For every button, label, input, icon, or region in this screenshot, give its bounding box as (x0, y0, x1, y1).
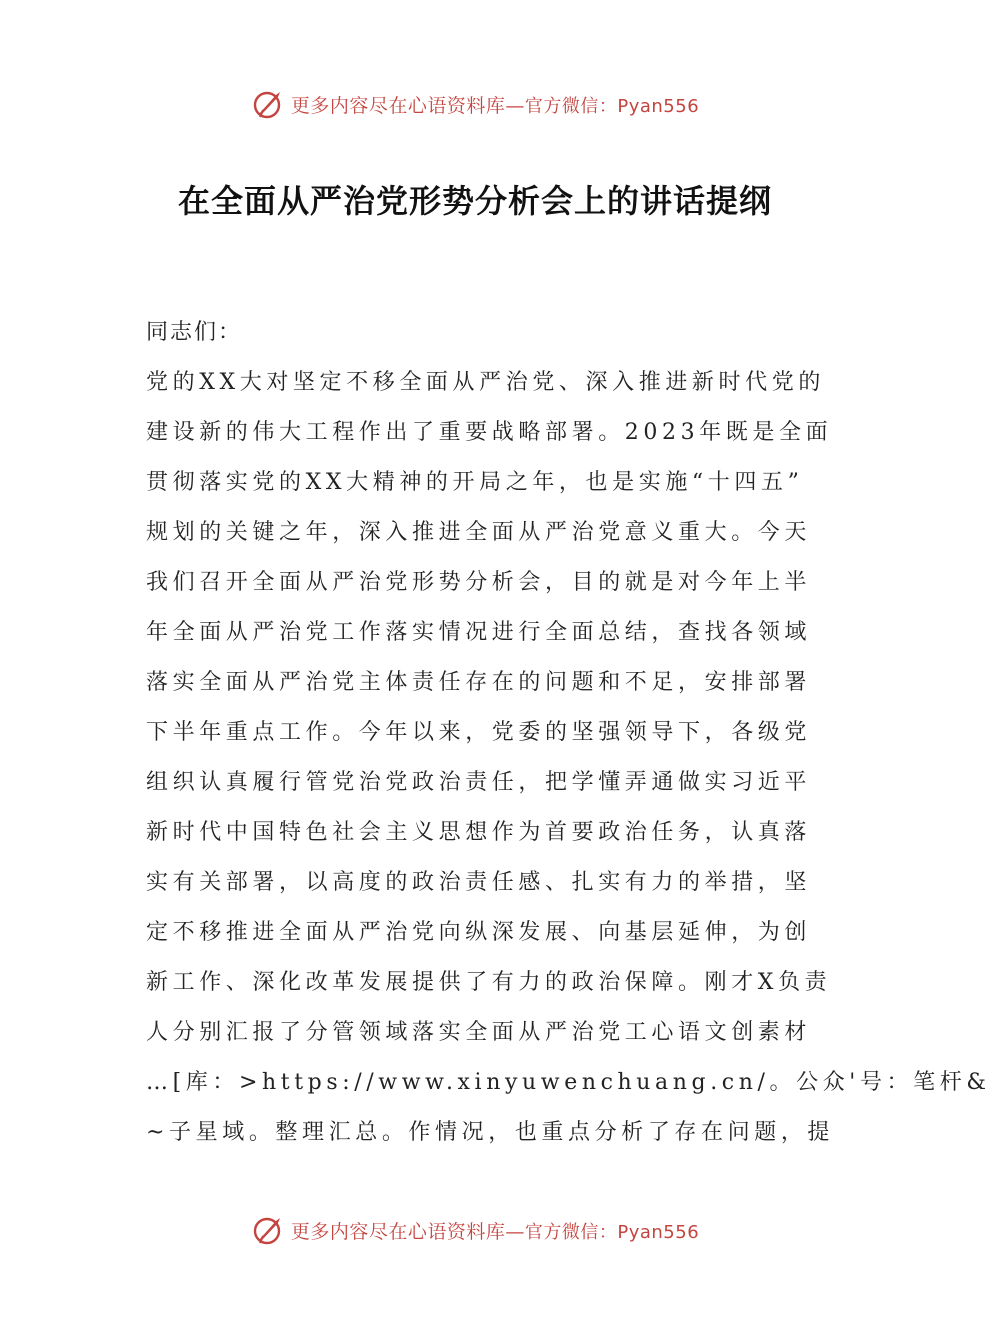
document-body (146, 308, 991, 1158)
banner-separator: — (505, 94, 525, 117)
banner-wechat: 官方微信：Pyan556 (524, 1221, 700, 1243)
body-line: …[库：>https://www.xinyuwenchuang.cn/。公众'号：笔杆& (146, 1070, 991, 1095)
body-line: 落实全面从严治党主体责任存在的问题和不足，安排部署 (146, 670, 812, 695)
header-banner (0, 84, 950, 124)
greeting-line: 同志们： (146, 320, 243, 345)
body-line: 规划的关键之年，深入推进全面从严治党意义重大。今天 (146, 520, 812, 545)
body-line: 下半年重点工作。今年以来，党委的坚强领导下，各级党 (146, 720, 812, 745)
body-line: 党的XX大对坚定不移全面从严治党、深入推进新时代党的 (146, 370, 825, 395)
body-line: 新工作、深化改革发展提供了有力的政治保障。刚才X负责 (146, 970, 832, 995)
banner-wechat: 官方微信：Pyan556 (524, 95, 700, 117)
footer-banner (0, 1210, 950, 1250)
body-line: 我们召开全面从严治党形势分析会，目的就是对今年上半 (146, 570, 812, 595)
document-title: 在全面从严治党形势分析会上的讲话提纲 (177, 182, 772, 220)
banner-text (291, 91, 699, 118)
quill-logo-icon (251, 87, 285, 121)
body-line: 贯彻落实党的XX大精神的开局之年，也是实施“十四五” (146, 470, 804, 495)
banner-text (291, 1217, 699, 1244)
body-line: 定不移推进全面从严治党向纵深发展、向基层延伸，为创 (146, 920, 812, 945)
body-line: 人分别汇报了分管领域落实全面从严治党工心语文创素材 (146, 1020, 812, 1045)
body-line: 建设新的伟大工程作出了重要战略部署。2023年既是全面 (146, 420, 833, 445)
body-line: 组织认真履行管党治党政治责任，把学懂弄通做实习近平 (146, 770, 812, 795)
banner-slogan: 更多内容尽在心语资料库 (290, 1220, 506, 1243)
banner-slogan: 更多内容尽在心语资料库 (290, 94, 506, 117)
body-line: 新时代中国特色社会主义思想作为首要政治任务，认真落 (146, 820, 812, 845)
banner-separator: — (505, 1220, 525, 1243)
body-line: ~子星域。整理汇总。作情况，也重点分析了存在问题，提 (146, 1120, 835, 1145)
body-line: 年全面从严治党工作落实情况进行全面总结，查找各领域 (146, 620, 812, 645)
quill-logo-icon (251, 1213, 285, 1247)
body-line: 实有关部署，以高度的政治责任感、扎实有力的举措，坚 (146, 870, 812, 895)
